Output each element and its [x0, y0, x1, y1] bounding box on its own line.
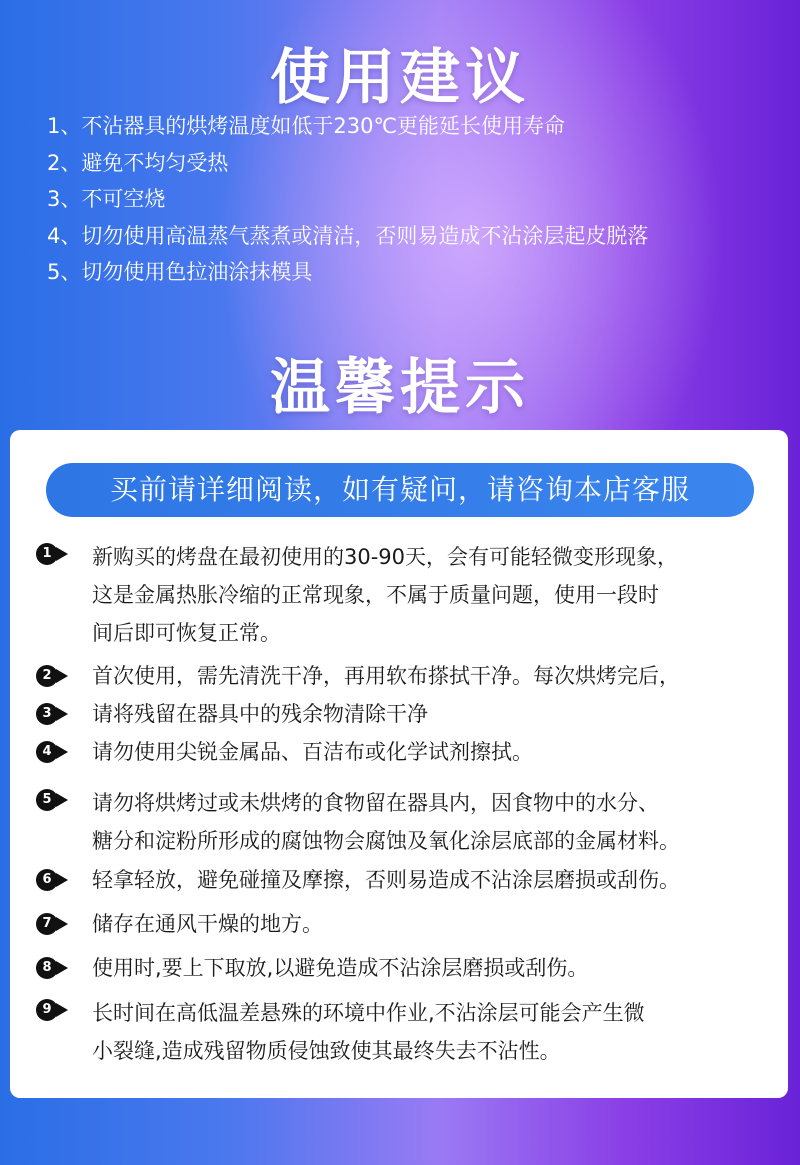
tip-text: 请勿使用尖锐金属品、百洁布或化学试剂擦拭。: [92, 740, 533, 764]
number-arrow-icon: [36, 741, 78, 763]
number-arrow-icon: [36, 665, 78, 687]
tips-title: 温馨提示: [270, 353, 530, 423]
advice-item: 3、不可空烧: [47, 187, 166, 211]
tip-number: 4: [36, 741, 58, 763]
tip-item: [36, 538, 776, 652]
tip-text: 请将残留在器具中的残余物清除干净: [92, 702, 428, 726]
number-arrow-icon: [36, 703, 78, 725]
tip-number: 8: [36, 957, 58, 979]
usage-title: 使用建议: [270, 43, 530, 113]
tip-number: 2: [36, 665, 58, 687]
tip-item: [36, 994, 776, 1070]
number-arrow-icon: [36, 543, 78, 565]
notice-banner: 买前请详细阅读，如有疑问，请咨询本店客服: [46, 463, 754, 517]
usage-advice-list: [47, 114, 648, 297]
tip-text: 请勿将烘烤过或未烘烤的食物留在器具内，因食物中的水分、 糖分和淀粉所形成的腐蚀物会腐蚀及氧化涂层底部的金属材料。: [92, 791, 680, 853]
advice-item: 4、切勿使用高温蒸气蒸煮或清洁，否则易造成不沾涂层起皮脱落: [47, 223, 649, 248]
tip-item: [36, 784, 776, 860]
tip-number: 7: [36, 913, 58, 935]
tip-text: 轻拿轻放，避免碰撞及摩擦，否则易造成不沾涂层磨损或刮伤。: [92, 868, 680, 892]
tip-text: 长时间在高低温差悬殊的环境中作业,不沾涂层可能会产生微 小裂缝,造成残留物质侵蚀致使其最终失去不沾性。: [92, 1001, 645, 1063]
number-arrow-icon: [36, 869, 78, 891]
tip-number: 6: [36, 869, 58, 891]
number-arrow-icon: [36, 999, 78, 1021]
tip-item: [36, 736, 776, 768]
number-arrow-icon: [36, 957, 78, 979]
tip-item: [36, 952, 776, 984]
tip-number: 5: [36, 789, 58, 811]
tip-item: [36, 660, 776, 692]
advice-item: 1、不沾器具的烘烤温度如低于230℃更能延长使用寿命: [47, 114, 566, 138]
tip-number: 3: [36, 703, 58, 725]
number-arrow-icon: [36, 789, 78, 811]
tip-number: 1: [36, 543, 58, 565]
advice-item: 2、避免不均匀受热: [47, 150, 229, 175]
tip-text: 首次使用，需先清洗干净，再用软布搽拭干净。每次烘烤完后，: [92, 664, 680, 688]
tip-item: [36, 864, 776, 896]
tip-item: [36, 698, 776, 730]
tip-number: 9: [36, 999, 58, 1021]
number-arrow-icon: [36, 913, 78, 935]
tip-item: [36, 908, 776, 940]
tips-card: [10, 430, 788, 1098]
tip-text: 储存在通风干燥的地方。: [92, 912, 323, 936]
tip-text: 使用时,要上下取放,以避免造成不沾涂层磨损或刮伤。: [92, 956, 589, 980]
advice-item: 5、切勿使用色拉油涂抹模具: [47, 260, 313, 284]
tip-text: 新购买的烤盘在最初使用的30-90天，会有可能轻微变形现象， 这是金属热胀冷缩的正常现象，不属于质量问题，使用一段时 间后即可恢复正常。: [92, 545, 679, 645]
